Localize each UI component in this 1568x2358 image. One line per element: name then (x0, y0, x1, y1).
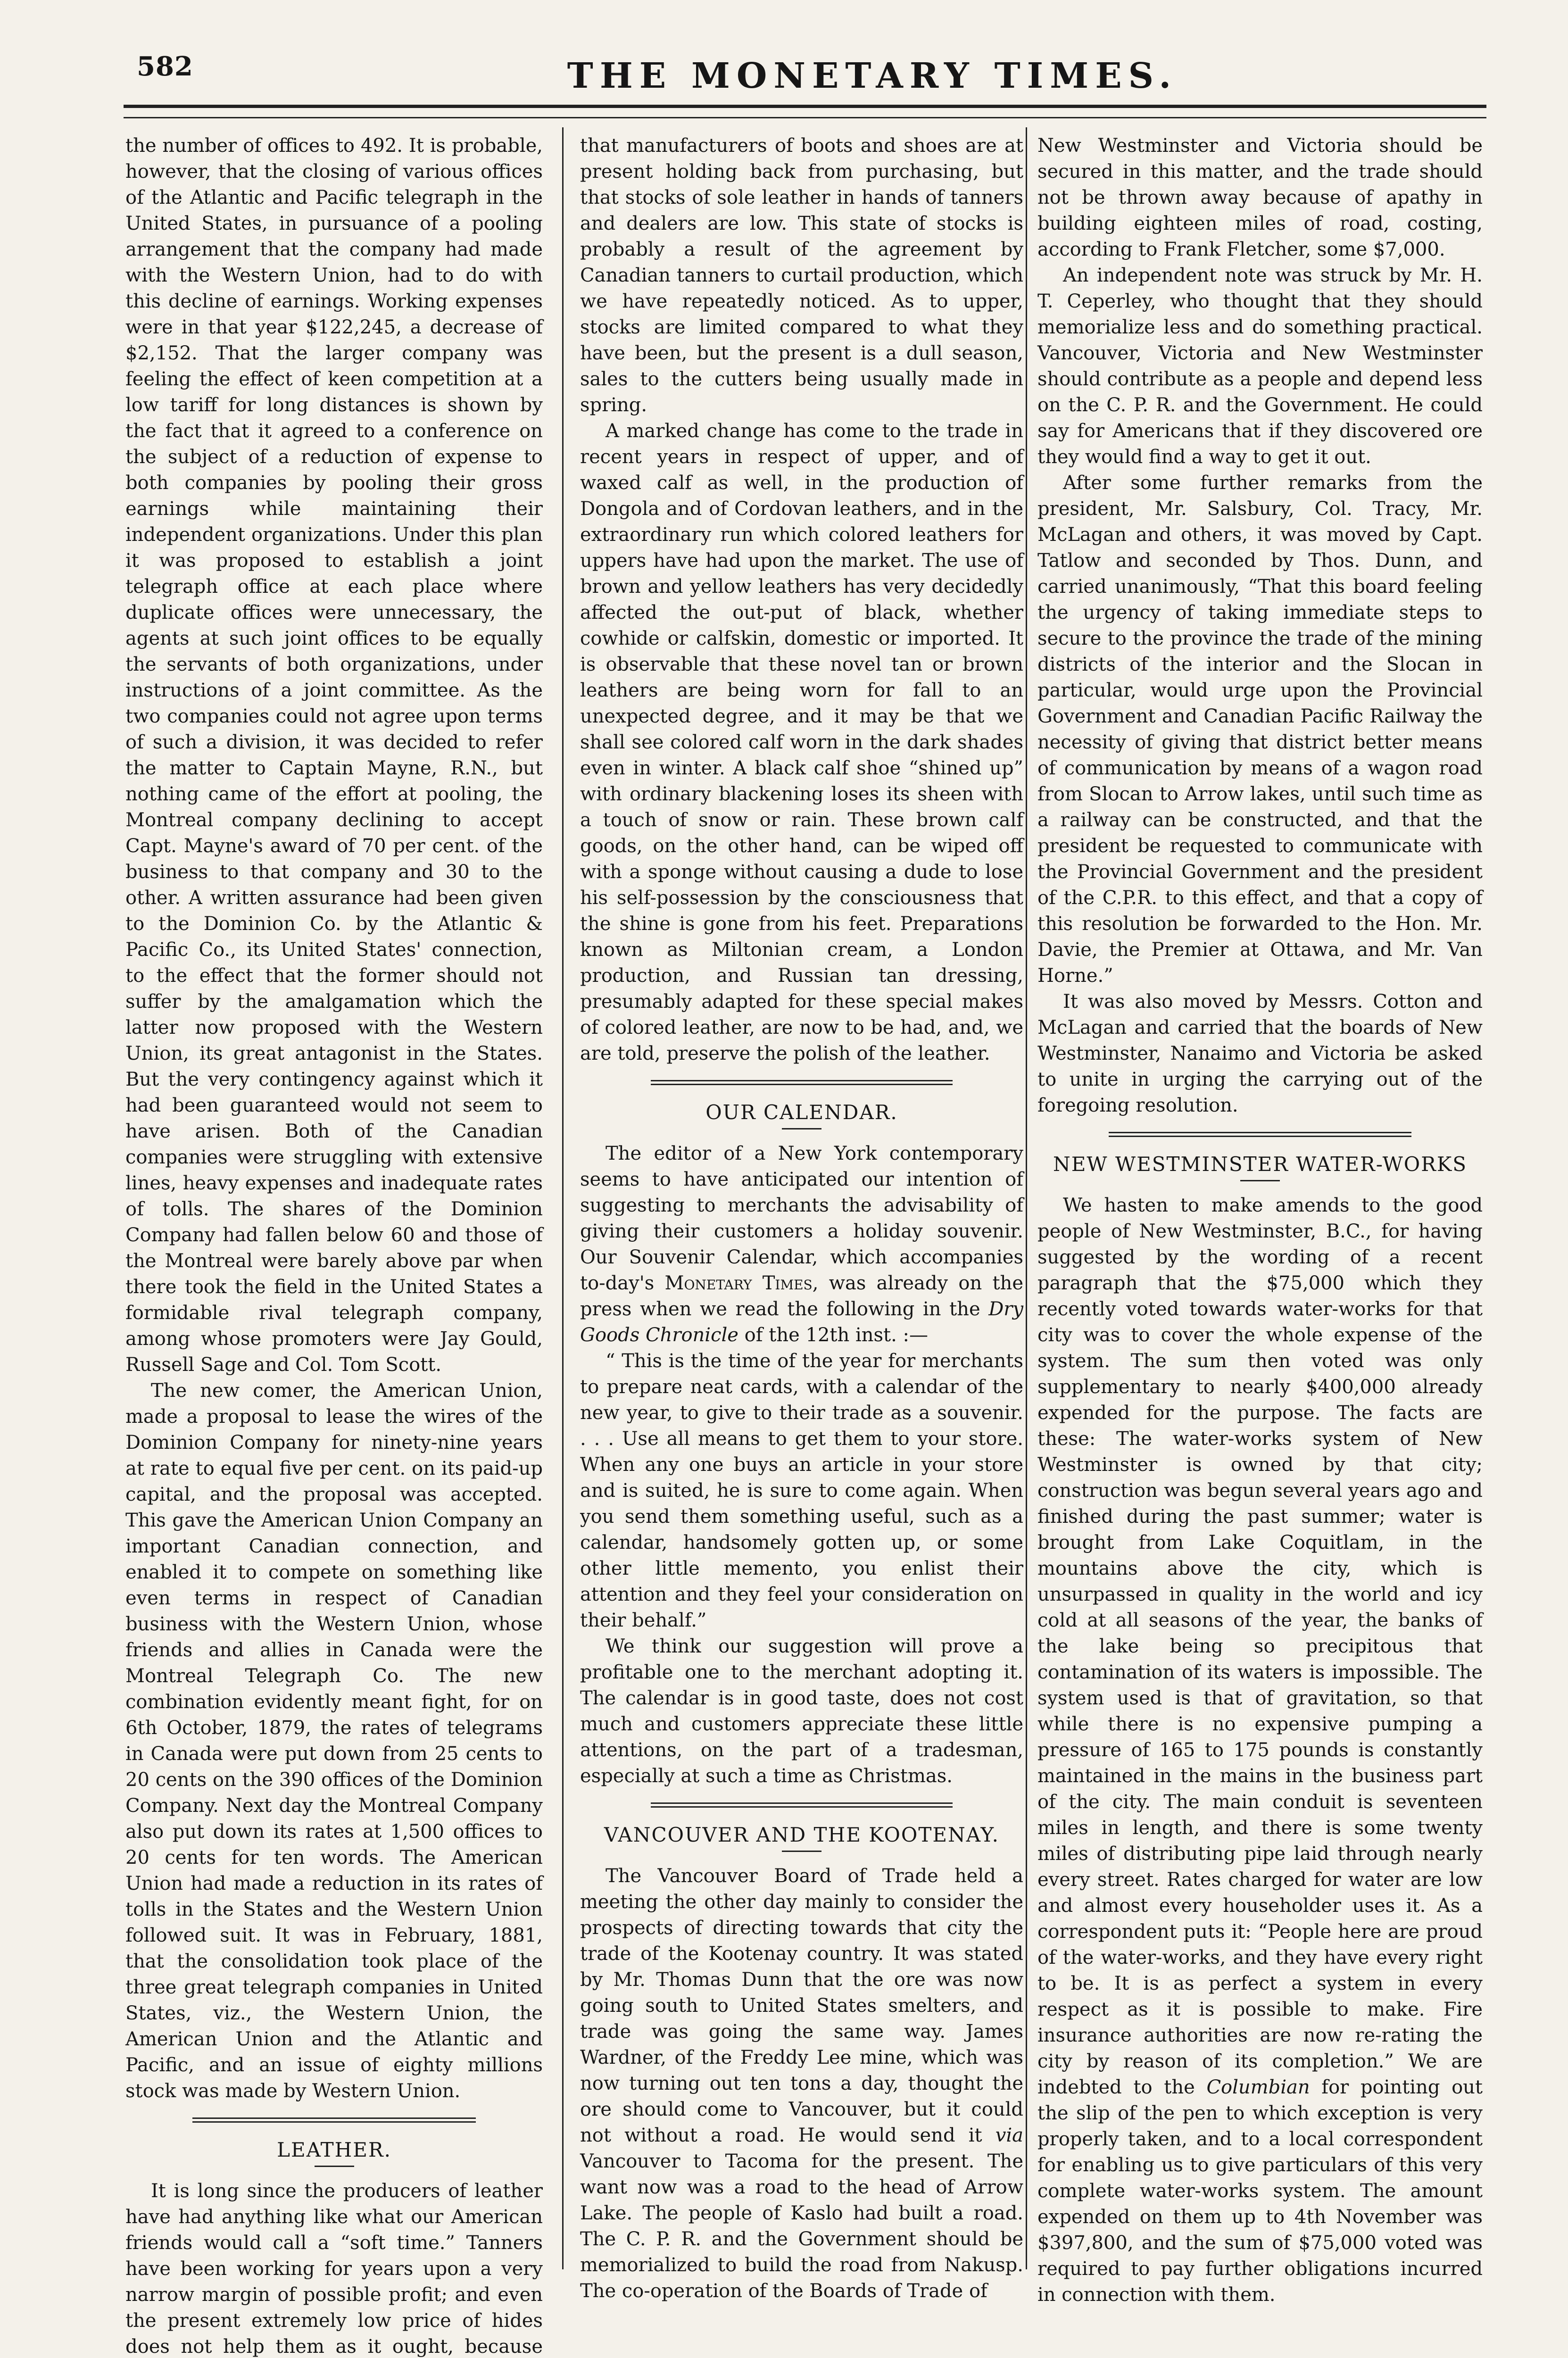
paragraph: It was also moved by Messrs. Cotton and McLagan and carried that the boards of New Westminster, Nanaimo and Victoria be asked to unite in urging the carrying out of the foregoing resolution. (1037, 991, 1483, 1116)
masthead-title: THE MONETARY TIMES. (567, 56, 1178, 96)
column-divider (1026, 127, 1027, 2269)
paragraph: The Vancouver Board of Trade held a meeting the other day mainly to consider the prospects of directing towards that city the trade of the Kootenay country. It was stated by Mr. Thomas Dunn that the ore was now going south to United States smelters, and trade was going the same way. James Wardner, of the Freddy Lee mine, which was now turning out ten tons a day, thought the ore should come to Vancouver, but it could not without a road. He would send it via Vancouver to Tacoma for the present. The want now was a road to the head of Arrow Lake. The people of Kaslo had built a road. The C. P. R. and the Government should be memorialized to build the road from Nakusp. The co-operation of the Boards of Trade of (580, 1865, 1023, 2302)
paragraph: The new comer, the American Union, made a proposal to lease the wires of the Dominion Company for ninety-nine years at rate to equal five per cent. on its paid-up capital, and the proposal was accepted. This gave the American Union Company an important Canadian connection, and enabled it to compete on something like even terms in respect of Canadian business with the Western Union, whose friends and allies in Canada were the Montreal Telegraph Co. The new combination evidently meant fight, for on 6th October, 1879, the rates of telegrams in Canada were put down from 25 cents to 20 cents on the 390 offices of the Dominion Company. Next day the Montreal Company also put down its rates at 1,500 offices to 20 cents for ten words. The American Union had made a reduction in its rates of tolls in the States and the Western Union followed suit. It was in February, 1881, that the consolidation took place of the three great telegraph companies in United States, viz., the Western Union, the American Union and the Atlantic and Pacific, and an issue of eighty millions stock was made by Western Union. (125, 1380, 543, 2102)
column-2 (580, 133, 1023, 2300)
paragraph: New Westminster and Victoria should be secured in this matter, and the trade should not be thrown away because of apathy in building eighteen miles of road, costing, according to Frank Fletcher, some $7,000. (1037, 135, 1483, 260)
heading-rule (782, 1851, 821, 1852)
paragraph: It is long since the producers of leather have had anything like what our American friends would call a “soft time.” Tanners have been working for years upon a very narrow margin of possible profit; and even the present extremely low price of hides does not help them as it ought, because (125, 2180, 543, 2358)
section-heading-leather: LEATHER. (277, 2138, 391, 2161)
section-heading-calendar: OUR CALENDAR. (705, 1101, 898, 1124)
section-divider (192, 2117, 476, 2123)
section-heading-water-works: NEW WESTMINSTER WATER-WORKS (1053, 1153, 1467, 1176)
column-1 (125, 133, 543, 2358)
page-number: 582 (137, 51, 193, 82)
heading-rule (315, 2166, 354, 2167)
masthead-rule (124, 105, 1486, 108)
paragraph: that manufacturers of boots and shoes are at present holding back from purchasing, but that stocks of sole leather in hands of tanners and dealers are low. This state of stocks is probably a result of the agreement by Canadian tanners to curtail production, which we have repeatedly noticed. As to upper, stocks are limited compared to what they have been, but the present is a dull season, sales to the cutters being usually made in spring. (580, 135, 1023, 416)
section-divider (651, 1080, 952, 1085)
section-divider (651, 1802, 952, 1808)
masthead-rule-thin (124, 117, 1486, 118)
paragraph: An independent note was struck by Mr. H. T. Ceperley, who thought that they should memorialize less and do something practical. Vancouver, Victoria and New Westminster should contribute as a people and depend less on the C. P. R. and the Government. He could say for Americans that if they discovered ore they would find a way to get it out. (1037, 265, 1483, 468)
column-divider (562, 127, 564, 2269)
paragraph: the number of offices to 492. It is probable, however, that the closing of various offices of the Atlantic and Pacific telegraph in the United States, in pursuance of a pooling arrangement that the company had made with the Western Union, had to do with this decline of earnings. Working expenses were in that year $122,245, a decrease of $2,152. That the larger company was feeling the effect of keen competition at a low tariff for long distances is shown by the fact that it agreed to a conference on the subject of a reduction of expense to both companies by pooling their gross earnings while maintaining their independent organizations. Under this plan it was proposed to establish a joint telegraph office at each place where duplicate offices were unnecessary, the agents at such joint offices to be equally the servants of both organizations, under instructions of a joint committee. As the two companies could not agree upon terms of such a division, it was decided to refer the matter to Captain Mayne, R.N., but nothing came of the effort at pooling, the Montreal company declining to accept Capt. Mayne's award of 70 per cent. of the business to that company and 30 to the other. A written assurance had been given to the Dominion Co. by the Atlantic & Pacific Co., its United States' connection, to the effect that the former should not suffer by the amalgamation which the latter now proposed with the Western Union, its great antagonist in the States. But the very contingency against which it had been guaranteed would not seem to have arisen. Both of the Canadian companies were struggling with extensive lines, heavy expenses and inadequate rates of tolls. The shares of the Dominion Company had fallen below 60 and those of the Montreal were barely above par when there took the field in the United States a formidable rival telegraph company, among whose promoters were Jay Gould, Russell Sage and Col. Tom Scott. (125, 135, 543, 1376)
paragraph: We hasten to make amends to the good people of New Westminster, B.C., for having suggested by the wording of a recent paragraph that the $75,000 which they recently voted towards water-works for that city was to cover the whole expense of the system. The sum then voted was only supplementary to nearly $400,000 already expended for the purpose. The facts are these: The water-works system of New Westminster is owned by that city; construction was begun several years ago and finished during the past summer; water is brought from Lake Coquitlam, in the mountains above the city, which is unsurpassed in quality in the world and icy cold at all seasons of the year, the banks of the lake being so precipitous that contamination of its waters is impossible. The system used is that of gravitation, so that while there is no expensive pumping a pressure of 165 to 175 pounds is constantly maintained in the mains in the business part of the city. The main conduit is seventeen miles in length, and there is some twenty miles of distributing pipe laid through nearly every street. Rates charged for water are low and almost every householder uses it. As a correspondent puts it: “People here are proud of the water-works, and they have every right to be. It is as perfect a system in every respect as it is possible to make. Fire insurance authorities are now re-rating the city by reason of its completion.” We are indebted to the Columbian for pointing out the slip of the pen to which exception is very properly taken, and to a local correspondent for enabling us to give particulars of this very complete water-works system. The amount expended on them up to 4th November was $397,800, and the sum of $75,000 voted was required to pay further obligations incurred in connection with them. (1037, 1195, 1483, 2306)
quotation: “ This is the time of the year for merchants to prepare neat cards, with a calendar of the new year, to give to their trade as a souvenir. . . . Use all means to get them to your store. When any one buys an article in your store and is suited, he is sure to come again. When you send them something useful, such as a calendar, handsomely gotten up, or some other little memento, you enlist their attention and they feel your consideration on their behalf.” (580, 1350, 1023, 1631)
section-divider (1109, 1132, 1411, 1137)
paragraph: The editor of a New York contemporary seems to have anticipated our intention of suggesting to merchants the advisability of giving their customers a holiday souvenir. Our Souvenir Calendar, which accompanies to-day's Monetary Times, was already on the press when we read the following in the Dry Goods Chronicle of the 12th inst. :— (580, 1143, 1023, 1346)
paragraph: A marked change has come to the trade in recent years in respect of upper, and of waxed calf as well, in the production of Dongola and of Cordovan leathers, and in the extraordinary run which colored leathers for uppers have had upon the market. The use of brown and yellow leathers has very decidedly affected the out-put of black, whether cowhide or calfskin, domestic or imported. It is observable that these novel tan or brown leathers are being worn for fall to an unexpected degree, and it may be that we shall see colored calf worn in the dark shades even in winter. A black calf shoe “shined up” with ordinary blackening loses its sheen with a touch of snow or rain. These brown calf goods, on the other hand, can be wiped off with a sponge without causing a dude to lose his self-possession by the consciousness that the shine is gone from his feet. Preparations known as Miltonian cream, a London production, and Russian tan dressing, presumably adapted for these special makes of colored leather, are now to be had, and, we are told, preserve the polish of the leather. (580, 420, 1023, 1064)
paragraph: We think our suggestion will prove a profitable one to the merchant adopting it. The calendar is in good taste, does not cost much and customers appreciate these little attentions, on the part of a tradesman, especially at such a time as Christmas. (580, 1636, 1023, 1787)
heading-rule (1240, 1180, 1280, 1181)
heading-rule (782, 1128, 821, 1129)
column-3 (1037, 133, 1483, 2306)
section-heading-vancouver: VANCOUVER AND THE KOOTENAY. (604, 1823, 1000, 1846)
paragraph: After some further remarks from the president, Mr. Salsbury, Col. Tracy, Mr. McLagan and others, it was moved by Capt. Tatlow and seconded by Thos. Dunn, and carried unanimously, “That this board feeling the urgency of taking immediate steps to secure to the province the trade of the mining districts of the interior and the Slocan in particular, would urge upon the Provincial Government and Canadian Pacific Railway the necessity of giving that district better means of communication by means of a wagon road from Slocan to Arrow lakes, until such time as a railway can be constructed, and that the president be requested to communicate with the Provincial Government and the president of the C.P.R. to this effect, and that a copy of this resolution be forwarded to the Hon. Mr. Davie, the Premier at Ottawa, and Mr. Van Horne.” (1037, 472, 1483, 987)
